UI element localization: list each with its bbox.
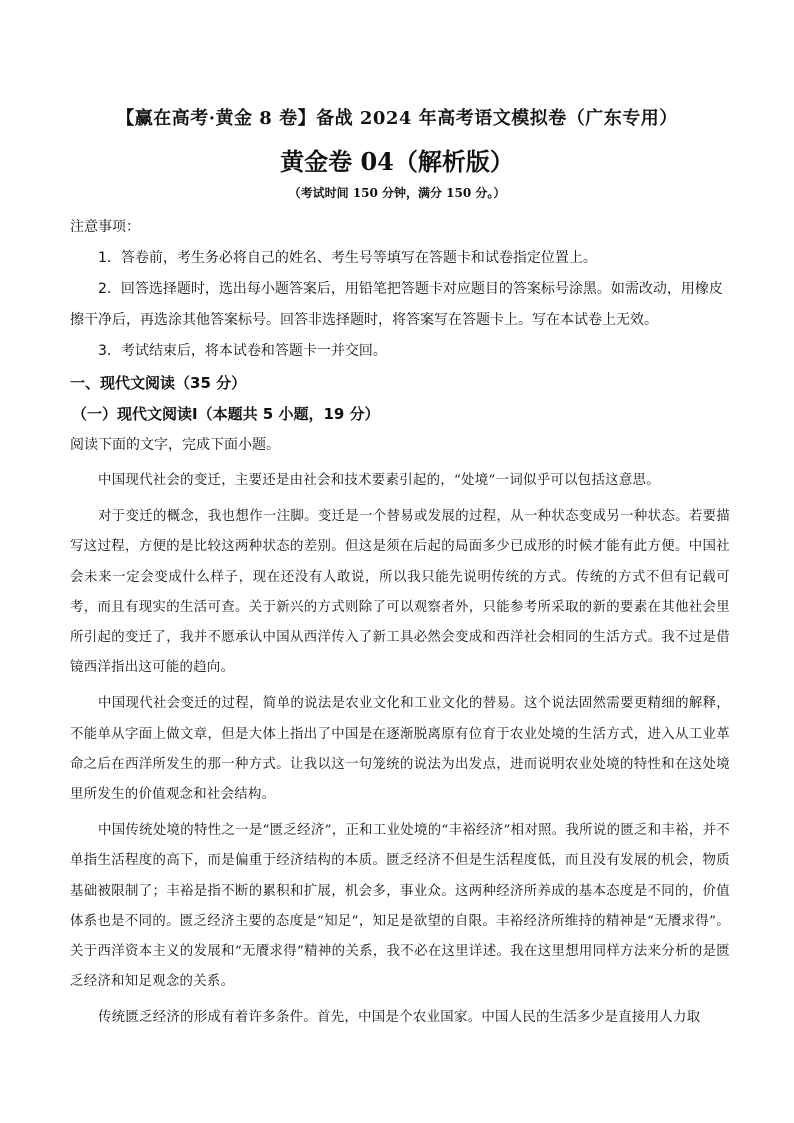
notice-item: 2．回答选择题时，选出每小题答案后，用铅笔把答题卡对应题目的答案标号涂黑。如需改动，用橡皮擦干净后，再选涂其他答案标号。回答非选择题时，将答案写在答题卡上。写在本试卷上无效。 (70, 281, 723, 328)
reading-passage (70, 466, 730, 1040)
page-title: 黄金卷 04（解析版） (280, 147, 514, 176)
passage-paragraph: 传统匮乏经济的形成有着许多条件。首先，中国是个农业国家。中国人民的生活多少是直接用人力取 (98, 1010, 701, 1026)
series-title: 【赢在高考·黄金 8 卷】备战 2024 年高考语文模拟卷（广东专用） (116, 108, 678, 129)
section-subheading: （一）现代文阅读Ⅰ（本题共 5 小题，19 分） (72, 405, 380, 423)
notice-heading: 注意事项： (70, 219, 140, 235)
notice-item: 3．考试结束后，将本试卷和答题卡一并交回。 (98, 343, 387, 359)
reading-instruction: 阅读下面的文字，完成下面小题。 (70, 437, 280, 453)
exam-info: （考试时间 150 分钟，满分 150 分。） (288, 186, 506, 200)
passage-paragraph: 对于变迁的概念，我也想作一注脚。变迁是一个替易或发展的过程，从一种状态变成另一种状态。若要描写这过程，方便的是比较这两种状态的差别。但这是须在后起的局面多少已成形的时候才能有此方便。中国社会未来一定会变成什么样子，现在还没有人敢说，所以我只能先说明传统的方式。传统的方式不但有记载可考，而且有现实的生活可查。关于新兴的方式则除了可以观察者外，只能参考所采取的新的要素在其他社会里所引起的变迁了，我并不愿承认中国从西洋传入了新工具必然会变成和西洋社会相同的生活方式。我不过是借镜西洋指出这可能的趋向。 (70, 509, 730, 676)
passage-paragraph: 中国现代社会的变迁，主要还是由社会和技术要素引起的，“处境”一词似乎可以包括这意思。 (98, 473, 660, 488)
passage-paragraph: 中国现代社会变迁的过程，简单的说法是农业文化和工业文化的替易。这个说法固然需要更精细的解释，不能单从字面上做文章，但是大体上指出了中国是在逐渐脱离原有位育于农业处境的生活方式，进入从工业革命之后在西洋所发生的那一种方式。让我以这一句笼统的说法为出发点，进而说明农业处境的特性和在这处境里所发生的价值观念和社会结构。 (70, 696, 730, 803)
passage-paragraph: 中国传统处境的特性之一是“匮乏经济”，正和工业处境的“丰裕经济”相对照。我所说的匮乏和丰裕，并不单指生活程度的高下，而是偏重于经济结构的本质。匮乏经济不但是生活程度低，而且没有发展的机会，物质基础被限制了；丰裕是指不断的累积和扩展，机会多，事业众。这两种经济所养成的基本态度是不同的，价值体系也是不同的。匮乏经济主要的态度是“知足”，知足是欲望的自限。丰裕经济所维持的精神是“无餍求得”。关于西洋资本主义的发展和“无餍求得”精神的关系，我不必在这里详述。我在这里想用同样方法来分析的是匮乏经济和知足观念的关系。 (70, 823, 730, 990)
notice-block (70, 212, 730, 367)
notice-item: 1．答卷前，考生务必将自己的姓名、考生号等填写在答题卡和试卷指定位置上。 (98, 250, 597, 266)
section-heading: 一、现代文阅读（35 分） (70, 374, 247, 392)
